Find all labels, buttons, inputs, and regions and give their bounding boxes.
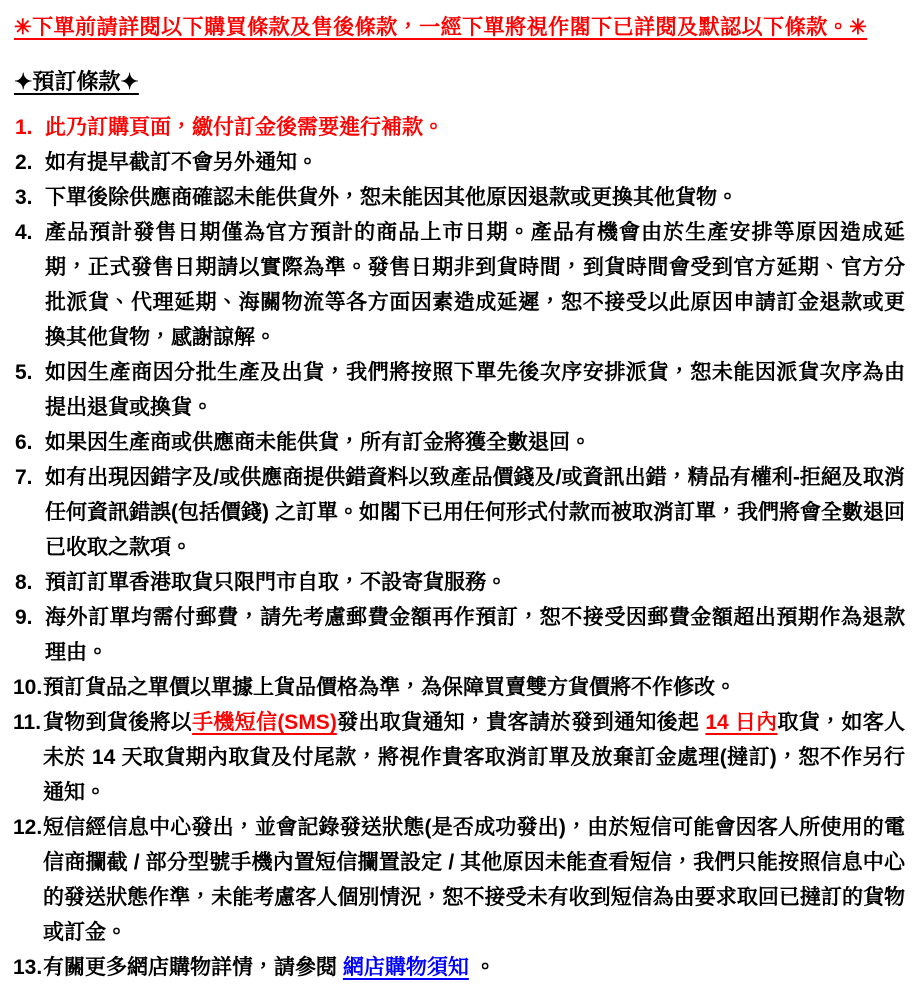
term-number: 3.	[15, 186, 33, 209]
term-number: 4.	[15, 221, 33, 244]
term-text: 如果因生產商或供應商未能供貨，所有訂金將獲全數退回。	[45, 431, 591, 454]
term-text: 此乃訂購頁面，繳付訂金後需要進行補款。	[45, 116, 444, 139]
term-text: 預訂貨品之單價以單據上貨品價格為準，為保障買賣雙方貨價將不作修改。	[43, 676, 736, 699]
term-text-segment: 。	[468, 956, 496, 979]
term-item-3	[12, 180, 905, 215]
term-number: 9.	[15, 606, 33, 629]
store-shopping-guide-link[interactable]: 網店購物須知	[342, 956, 469, 979]
term-item-9	[12, 600, 905, 670]
term-number: 1.	[15, 116, 33, 139]
term-item-1	[12, 110, 905, 145]
term-item-7	[12, 460, 905, 565]
section-title-preorder-terms: ✦預訂條款✦	[14, 69, 139, 94]
term-number: 8.	[15, 571, 33, 594]
term-number: 11.	[13, 711, 42, 734]
pickup-deadline-highlight: 14 日內	[705, 711, 778, 734]
term-item-5	[12, 355, 905, 425]
term-number: 10.	[13, 676, 43, 699]
warning-banner: ✳下單前請詳閱以下購買條款及售後條款，一經下單將視作閣下已詳閱及默認以下條款。✳	[14, 16, 868, 39]
term-text: 如有出現因錯字及/或供應商提供錯資料以致產品價錢及/或資訊出錯，精品有權利-拒絕及取消任何資訊錯誤(包括價錢) 之訂單。如閣下已用任何形式付款而被取消訂單，我們將會全數退回已收取之款項。	[45, 466, 905, 559]
term-text: 產品預計發售日期僅為官方預計的商品上市日期。產品有機會由於生產安排等原因造成延期，正式發售日期請以實際為準。發售日期非到貨時間，到貨時間會受到官方延期、官方分批派貨、代理延期、海關物流等各方面因素造成延遲，恕不接受以此原因申請訂金退款或更換其他貨物，感謝諒解。	[45, 221, 905, 349]
term-item-2	[12, 145, 905, 180]
term-number: 13.	[13, 956, 43, 979]
term-number: 12.	[13, 816, 43, 839]
term-number: 2.	[15, 151, 33, 174]
term-text: 短信經信息中心發出，並會記錄發送狀態(是否成功發出)，由於短信可能會因客人所使用的電信商攔截 / 部分型號手機內置短信攔置設定 / 其他原因未能查看短信，我們只能按照信息中心的發送狀態作準，未能考慮客人個別情況，恕不接受未有收到短信為由要求取回已撻訂的貨物或訂金。	[43, 816, 905, 944]
term-item-12	[12, 810, 905, 950]
term-item-4	[12, 215, 905, 355]
term-text-segment: 貨物到貨後將以	[43, 711, 193, 734]
term-text	[43, 705, 905, 810]
term-text-segment: 取貨，如客人未於 14 天取貨期內取貨及付尾款，將視作貴客取消訂單及放棄訂金處理(撻訂)，恕不作另行通知。	[43, 711, 905, 804]
term-text	[43, 950, 905, 985]
sms-highlight: 手機短信(SMS)	[192, 711, 337, 734]
term-item-13	[12, 950, 905, 985]
term-item-6	[12, 425, 905, 460]
term-item-10	[12, 670, 905, 705]
term-number: 5.	[15, 361, 33, 384]
term-text-segment: 發出取貨通知，貴客請於發到通知後起	[336, 711, 706, 734]
term-number: 7.	[15, 466, 33, 489]
term-number: 6.	[15, 431, 33, 454]
terms-list	[12, 110, 905, 985]
term-text: 如有提早截訂不會另外通知。	[45, 151, 318, 174]
term-item-11	[12, 705, 905, 810]
term-item-8	[12, 565, 905, 600]
term-text: 海外訂單均需付郵費，請先考慮郵費金額再作預訂，恕不接受因郵費金額超出預期作為退款理由。	[45, 606, 905, 664]
term-text: 下單後除供應商確認未能供貨外，恕未能因其他原因退款或更換其他貨物。	[45, 186, 738, 209]
term-text-segment: 有關更多網店購物詳情，請參閱	[43, 956, 343, 979]
term-text: 預訂訂單香港取貨只限門市自取，不設寄貨服務。	[45, 571, 507, 594]
term-text: 如因生產商因分批生產及出貨，我們將按照下單先後次序安排派貨，恕未能因派貨次序為由提出退貨或換貨。	[45, 361, 905, 419]
